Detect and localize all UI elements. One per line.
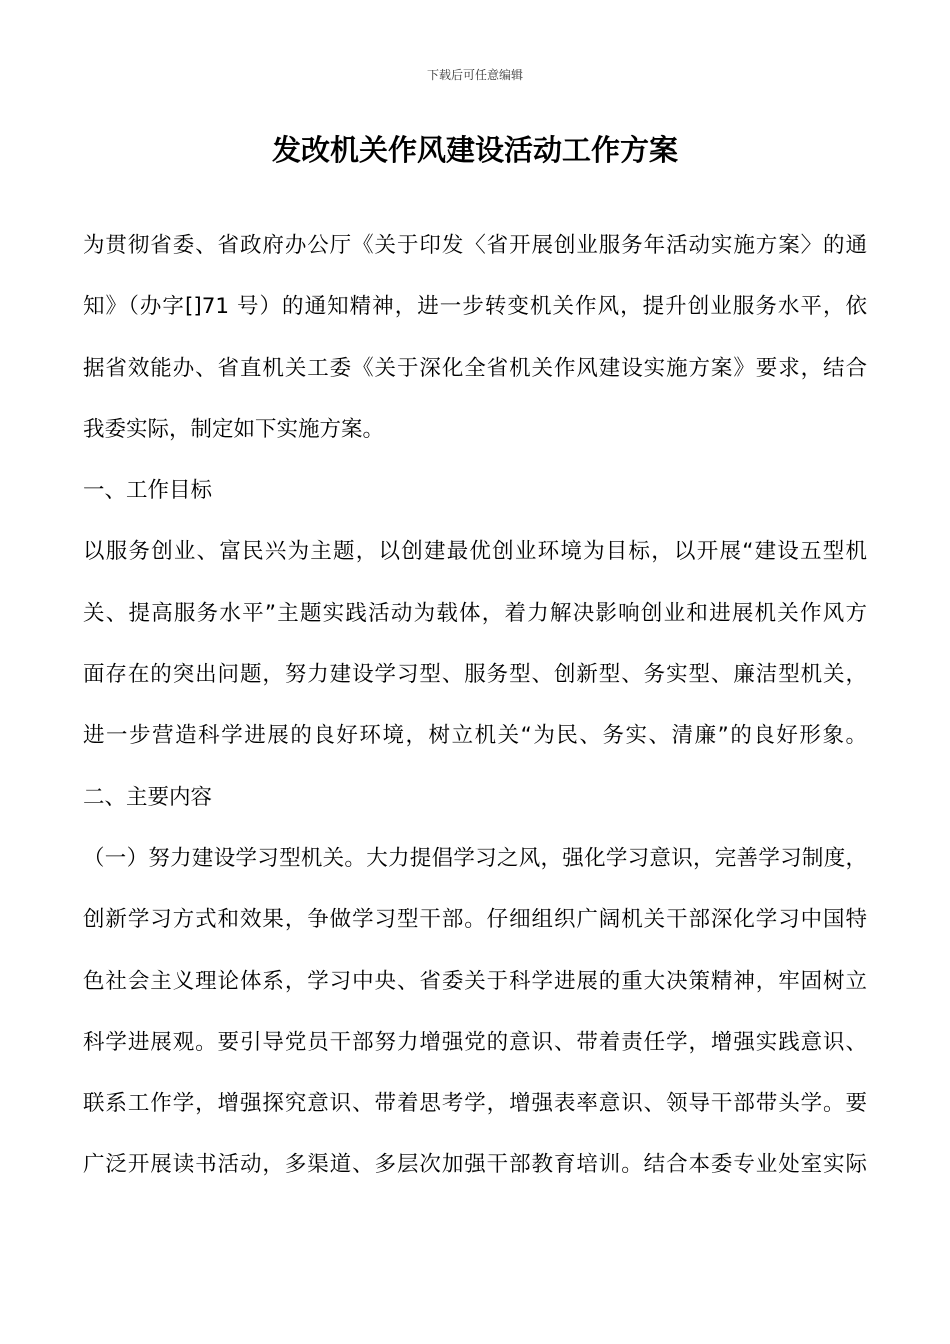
paragraph-line: 我委实际，制定如下实施方案。 <box>83 416 385 442</box>
paragraph-line: （一）努力建设学习型机关。大力提倡学习之风，强化学习意识，完善学习制度， <box>83 845 867 871</box>
document-title: 发改机关作风建设活动工作方案 <box>271 133 678 167</box>
section-heading: 二、主要内容 <box>83 784 213 810</box>
paragraph-line: 进一步营造科学进展的良好环境，树立机关“为民、务实、清廉”的良好形象。 <box>83 723 867 749</box>
paragraph-line: 色社会主义理论体系，学习中央、省委关于科学进展的重大决策精神，牢固树立 <box>83 968 867 994</box>
paragraph-line: 知》（办字[]71 号）的通知精神，进一步转变机关作风，提升创业服务水平，依 <box>83 294 867 320</box>
paragraph-line: 广泛开展读书活动，多渠道、多层次加强干部教育培训。结合本委专业处室实际 <box>83 1152 867 1178</box>
section-heading: 一、工作目标 <box>83 478 213 504</box>
paragraph-line: 以服务创业、富民兴为主题，以创建最优创业环境为目标，以开展“建设五型机 <box>83 539 867 565</box>
paragraph-line: 创新学习方式和效果，争做学习型干部。仔细组织广阔机关干部深化学习中国特 <box>83 907 867 933</box>
paragraph-line: 面存在的突出问题，努力建设学习型、服务型、创新型、务实型、廉洁型机关， <box>83 662 867 688</box>
paragraph-line: 联系工作学，增强探究意识、带着思考学，增强表率意识、领导干部带头学。要 <box>83 1091 867 1117</box>
paragraph-line: 科学进展观。要引导党员干部努力增强党的意识、带着责任学，增强实践意识、 <box>83 1029 867 1055</box>
document-body <box>83 215 867 1196</box>
paragraph-line: 为贯彻省委、省政府办公厅《关于印发〈省开展创业服务年活动实施方案〉的通 <box>83 233 867 258</box>
header-note: 下载后可任意编辑 <box>426 68 523 82</box>
paragraph-line: 据省效能办、省直机关工委《关于深化全省机关作风建设实施方案》要求，结合 <box>83 355 867 381</box>
paragraph-line: 关、提高服务水平”主题实践活动为载体，着力解决影响创业和进展机关作风方 <box>83 600 867 626</box>
